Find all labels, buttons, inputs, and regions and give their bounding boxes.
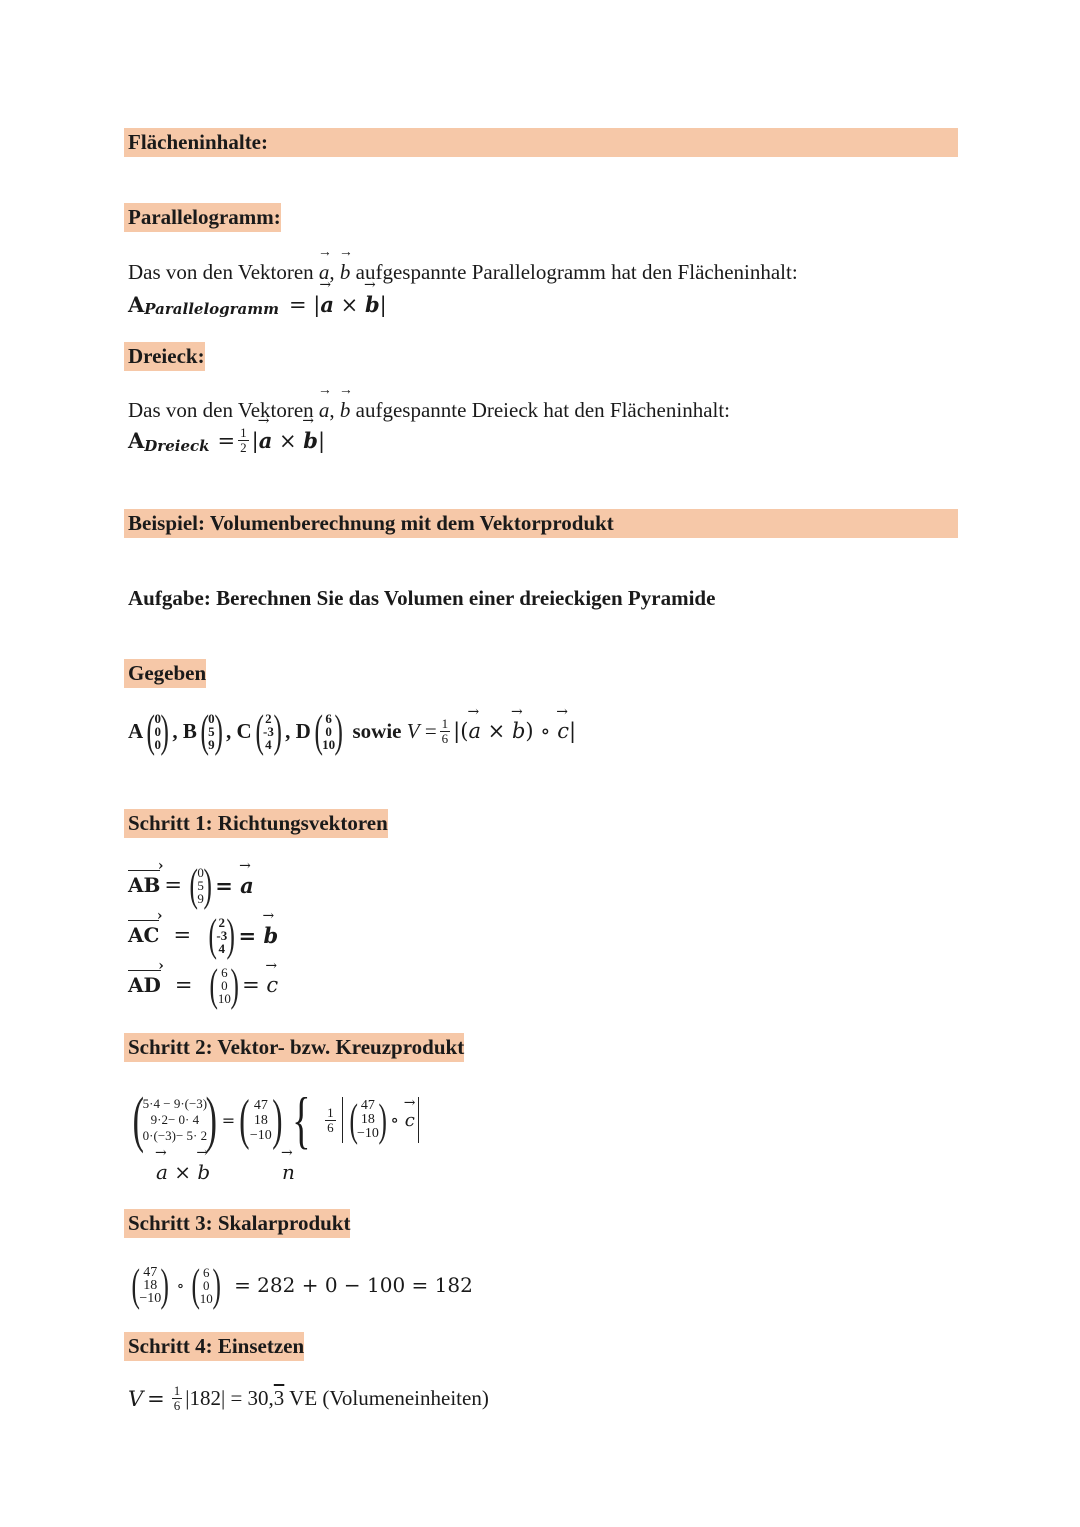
heading-schritt3: Schritt 3: Skalarprodukt (124, 1209, 350, 1238)
heading-flaecheninhalte: Flächeninhalte: (124, 128, 958, 157)
heading-parallelogramm: Parallelogramm: (124, 203, 281, 232)
scalar-product: ( 47 18 −10 ) ∘ ( 6 0 10 ) = 282 + 0 − 100 = 182 (131, 1259, 473, 1310)
heading-beispiel: Beispiel: Volumenberechnung mit dem Vektorprodukt (124, 509, 958, 538)
parallelogram-formula (128, 290, 387, 318)
direction-AB: AB › = ( 0 5 9 ) = → a (128, 862, 254, 908)
heading-dreieck: Dreieck: (124, 342, 205, 371)
cross-label-n: → n (282, 1160, 295, 1184)
direction-AC: AC › = ( 2 -3 4 ) = → b (128, 912, 278, 958)
vector-D: ( 6 0 10 ) (314, 705, 344, 756)
formula-subscript: Dreieck (144, 436, 210, 455)
task-text: Aufgabe: Berechnen Sie das Volumen einer dreieckigen Pyramide (128, 586, 716, 610)
direction-AD: AD › = ( 6 0 10 ) = → c (128, 962, 278, 1008)
vector-A: ( 0 0 0 ) (146, 705, 169, 756)
heading-gegeben: Gegeben (124, 659, 206, 688)
cross-product: ( 5·4 − 9·(−3) 9·2− 0· 4 0·(−3)− 5· 2 ) = ( 47 18 −10 ) { $\frac{1}{6}$ ( 47 18 −10 ) ∘ → c (128, 1088, 422, 1152)
triangle-formula: A Dreieck = $\frac{1}{2}$ |→ a × → b| (128, 426, 325, 455)
vector-B: ( 0 5 9 ) (200, 705, 223, 756)
formula-rhs: = |→ a × → b| (289, 292, 387, 317)
formula-A: A (128, 291, 145, 317)
brace-icon: { (292, 1084, 311, 1155)
triangle-text: Das von den Vektoren → a, → b aufgespannte Dreieck hat den Flächeninhalt: (128, 398, 730, 423)
final-result: V = $\frac{1}{6}$ |182| = 30,3 VE (Volumeneinheiten) (128, 1383, 489, 1413)
heading-schritt4: Schritt 4: Einsetzen (124, 1332, 304, 1361)
vector-C: ( 2 -3 4 ) (255, 705, 282, 756)
formula-subscript: Parallelogramm (144, 300, 280, 318)
scalar-result: = 282 + 0 − 100 = 182 (234, 1273, 473, 1297)
parallelogram-text: Das von den Vektoren → a, → b aufgespannte Parallelogramm hat den Flächeninhalt: (128, 260, 798, 285)
given-points: A ( 0 0 0 ) , B ( 0 5 9 ) , C ( 2 -3 4 ) , D ( 6 0 10 ) sowie V = $\frac{1}{6}$ |(→ a × → b) ∘ → c| (128, 708, 576, 754)
heading-schritt2: Schritt 2: Vektor- bzw. Kreuzprodukt (124, 1033, 464, 1062)
cross-label-axb: → a × → b (156, 1160, 210, 1184)
heading-schritt1: Schritt 1: Richtungsvektoren (124, 809, 388, 838)
